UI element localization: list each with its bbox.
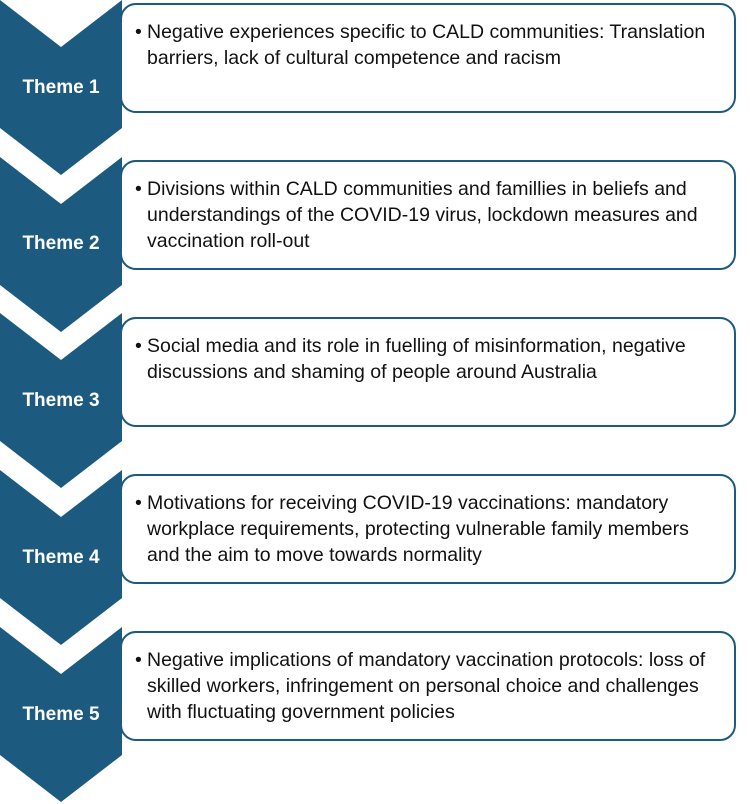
theme-1-text: Negative experiences specific to CALD communities: Translation barriers, lack of cultural competence and racism: [147, 21, 706, 69]
theme-4-card: [120, 474, 736, 584]
theme-row-3: [0, 313, 750, 488]
theme-4-text: Motivations for receiving COVID-19 vaccinations: mandatory workplace requirements, protecting vulnerable family members and the aim to move towards normality: [147, 492, 689, 566]
theme-5-text: Negative implications of mandatory vaccination protocols: loss of skilled workers, infringement on personal choice and challenges with fluctuating government policies: [147, 649, 706, 723]
theme-row-4: [0, 470, 750, 645]
theme-1-label: Theme 1: [22, 77, 100, 98]
theme-row-1: [0, 0, 750, 175]
theme-3-card: [120, 317, 736, 427]
theme-4-bullet: •: [135, 492, 142, 514]
theme-5-card: [120, 631, 736, 741]
theme-2-text: Divisions within CALD communities and famillies in beliefs and understandings of the COVID-19 virus, lockdown measures and vaccination roll-out: [147, 178, 698, 252]
theme-1-card: [120, 3, 736, 113]
theme-4-label: Theme 4: [22, 547, 100, 568]
theme-3-text: Social media and its role in fuelling of misinformation, negative discussions and shaming of people around Australia: [147, 335, 686, 383]
theme-row-5: [0, 627, 750, 802]
theme-2-description: [135, 176, 720, 254]
theme-2-card: [120, 160, 736, 270]
theme-5-description: [135, 647, 720, 725]
theme-1-description: [135, 19, 720, 71]
theme-3-description: [135, 333, 720, 385]
theme-4-description: [135, 490, 720, 568]
theme-3-bullet: •: [135, 335, 142, 357]
theme-3-label: Theme 3: [22, 390, 100, 411]
theme-2-bullet: •: [135, 178, 142, 200]
theme-2-label: Theme 2: [22, 233, 100, 254]
theme-5-bullet: •: [135, 649, 142, 671]
theme-row-2: [0, 157, 750, 332]
theme-5-label: Theme 5: [22, 704, 100, 725]
theme-1-bullet: •: [135, 21, 142, 43]
